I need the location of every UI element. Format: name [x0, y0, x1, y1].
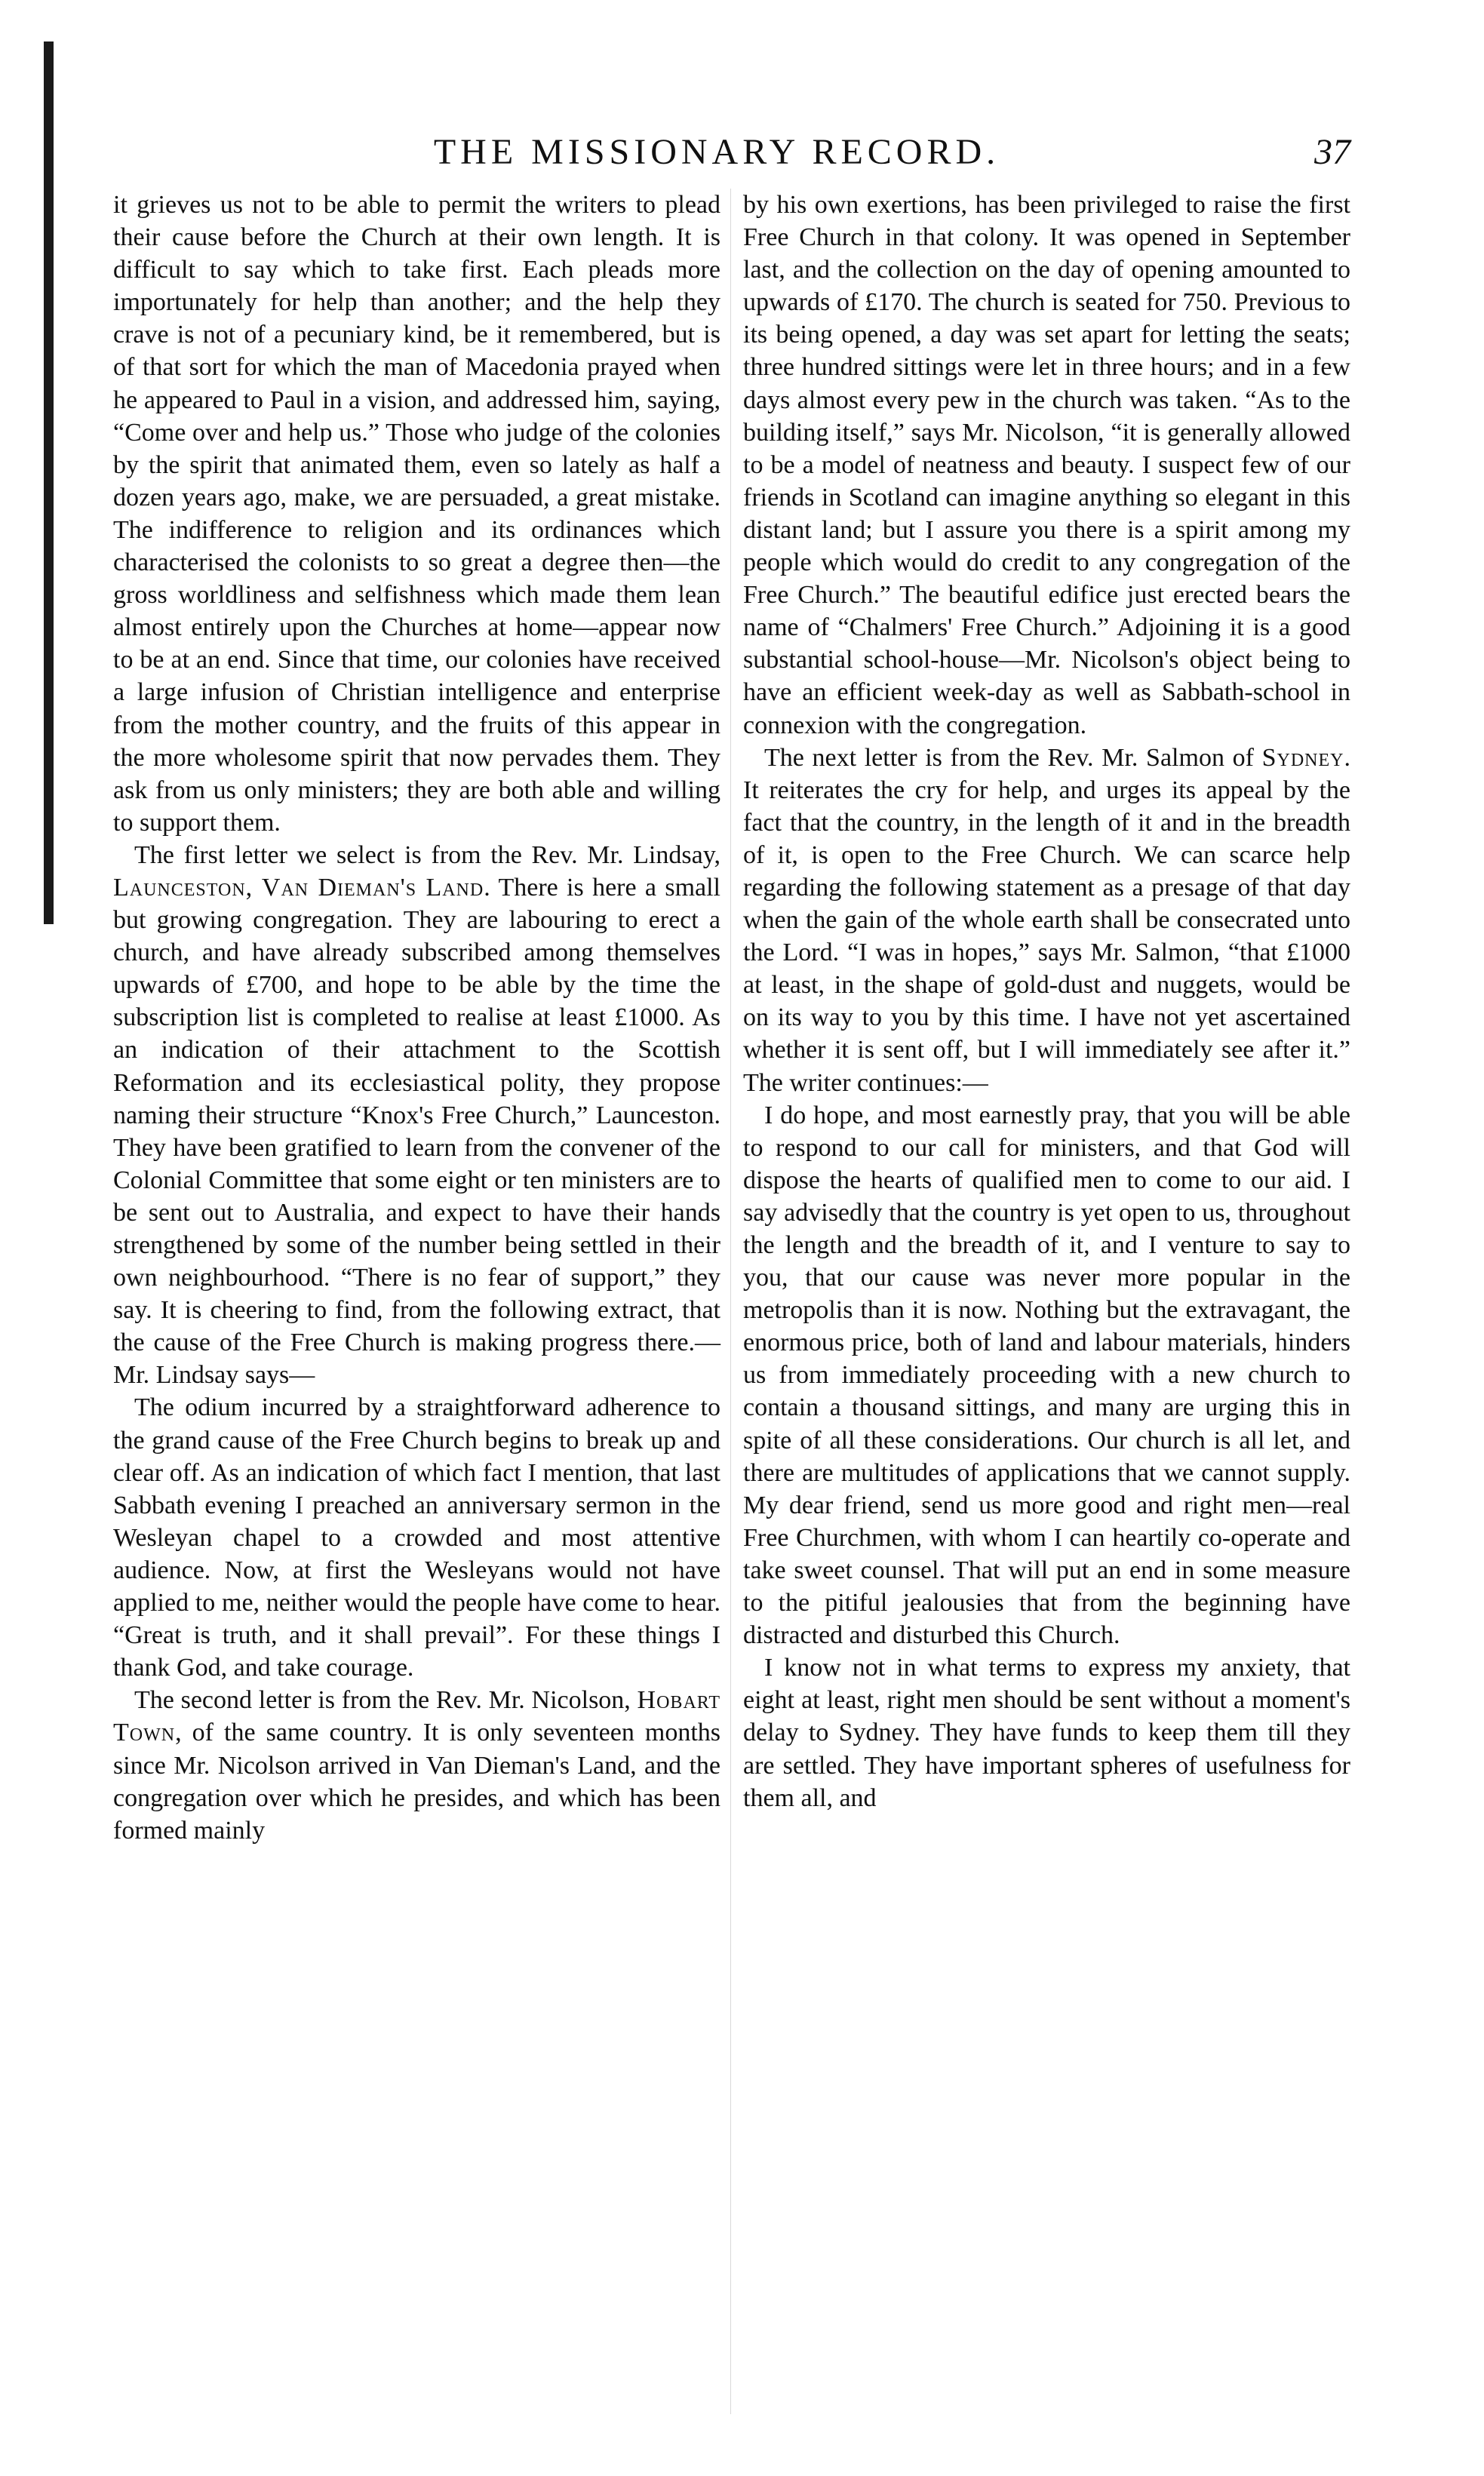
paragraph [743, 742, 1350, 1099]
place-name: Hobart Town [113, 1686, 720, 1747]
running-head [113, 130, 1350, 175]
text-run: . There is here a small but growing congregation. They are labouring to erect a church, and have already subscribed among themselves upwards of £700, and hope to be able by the time the subscription list is completed to realise at least £1000. As an indication of their attachment to the Scottish Reformation and its ecclesiastical polity, they propose naming their structure “Knox's Free Church,” Launceston. They have been gratified to learn from the convener of the Colonial Committee that some eight or ten ministers are to be sent out to Australia, and expect to have their hands strengthened by some of the number being settled in their own neighbourhood. “There is no fear of support,” they say. It is cheering to find, from the following extract, that the cause of the Free Church is making progress there.—Mr. Lindsay says— [113, 873, 720, 1390]
text-run: The first letter we select is from the Rev. Mr. Lindsay, [134, 840, 720, 869]
text-run: . It reiterates the cry for help, and urges its appeal by the fact that the country, in the length of it and in the breadth of it, is open to the Free Church. We can scarce help regarding the following statement as a presage of that day when the gain of the whole earth shall be consecrated unto the Lord. “I was in hopes,” says Mr. Salmon, “that £1000 at least, in the shape of gold-dust and nuggets, would be on its way to you by this time. I have not yet ascertained whether it is sent off, but I will immediately see after it.” The writer continues:— [743, 743, 1350, 1097]
text-run: , of the same country. It is only seventeen months since Mr. Nicolson arrived in Van Dieman's Land, and the congregation over which he presides, and which has been formed mainly [113, 1719, 720, 1845]
quoted-letter: I do hope, and most earnestly pray, that you will be able to respond to our call for ministers, and that God will dispose the hearts of qualified men to come to our aid. I say advisedly that the country is yet open to us, throughout the length and the breadth of it, and I venture to say to you, that our cause was never more popular in the metropolis than it is now. Nothing but the extravagant, the enormous price, both of land and labour materials, hinders us from immediately proceeding with a new church to contain a thousand sittings, and many are urging this in spite of all these considerations. Our church is all let, and there are multitudes of applications that we cannot supply. My dear friend, send us more good and right men—real Free Churchmen, with whom I can heartily co-operate and take sweet counsel. That will put an end in some measure to the pitiful jealousies that from the beginning have distracted and disturbed this Church. [743, 1101, 1350, 1650]
place-name: Sydney [1261, 743, 1344, 772]
place-name: Launceston, Van Dieman's Land [113, 873, 484, 902]
quoted-letter: I know not in what terms to express my anxiety, that eight at least, right men should be sent without a moment's delay to Sydney. They have funds to keep them till they are settled. They have important spheres of usefulness for them all, and [743, 1654, 1350, 1812]
left-column [113, 189, 720, 1847]
text-run: The second letter is from the Rev. Mr. Nicolson, [134, 1686, 638, 1715]
quoted-letter: The odium incurred by a straightforward adherence to the grand cause of the Free Church begins to break up and clear off. As an indication of which fact I mention, that last Sabbath evening I preached an anniversary sermon in the Wesleyan chapel to a crowded and most attentive audience. Now, at first the Wesleyans would not have applied to me, neither would the people have come to hear. “Great is truth, and it shall prevail”. For these things I thank God, and take courage. [113, 1393, 720, 1682]
binding-edge [44, 41, 54, 924]
running-title: THE MISSIONARY RECORD. [433, 132, 1000, 172]
page-number: 37 [1314, 132, 1350, 172]
column-divider [730, 189, 731, 2414]
right-column [743, 189, 1350, 1814]
paragraph [113, 1684, 720, 1846]
paragraph: it grieves us not to be able to permit the writers to plead their cause before the Church at their own length. It is difficult to say which to take first. Each pleads more importunately for help than another; and the help they crave is not of a pecuniary kind, be it remembered, but is of that sort for which the man of Macedonia prayed when he appeared to Paul in a vision, and addressed him, saying, “Come over and help us.” Those who judge of the colonies by the spirit that animated them, even so lately as half a dozen years ago, make, we are persuaded, a great mistake. The indifference to religion and its ordinances which characterised the colonists to so great a degree then—the gross worldliness and selfishness which made them lean almost entirely upon the Churches at home—appear now to be at an end. Since that time, our colonies have received a large infusion of Christian intelligence and enterprise from the mother country, and the fruits of this appear in the more wholesome spirit that now pervades them. They ask from us only ministers; they are both able and willing to support them. [113, 191, 720, 837]
text-run: The next letter is from the Rev. Mr. Salmon of [764, 743, 1262, 772]
paragraph: by his own exertions, has been privileged to raise the first Free Church in that colony. It was opened in September last, and the collection on the day of opening amounted to upwards of £170. The church is seated for 750. Previous to its being opened, a day was set apart for letting the seats; three hundred sittings were let in three hours; and in a few days almost every pew in the church was taken. “As to the building itself,” says Mr. Nicolson, “it is generally allowed to be a model of neatness and beauty. I suspect few of our friends in Scotland can imagine anything so elegant in this distant land; but I assure you there is a spirit among my people which would do credit to any congregation of the Free Church.” The beautiful edifice just erected bears the name of “Chalmers' Free Church.” Adjoining it is a good substantial school-house—Mr. Nicolson's object being to have an efficient week-day as well as Sabbath-school in connexion with the congregation. [743, 191, 1350, 739]
paragraph [113, 839, 720, 1392]
